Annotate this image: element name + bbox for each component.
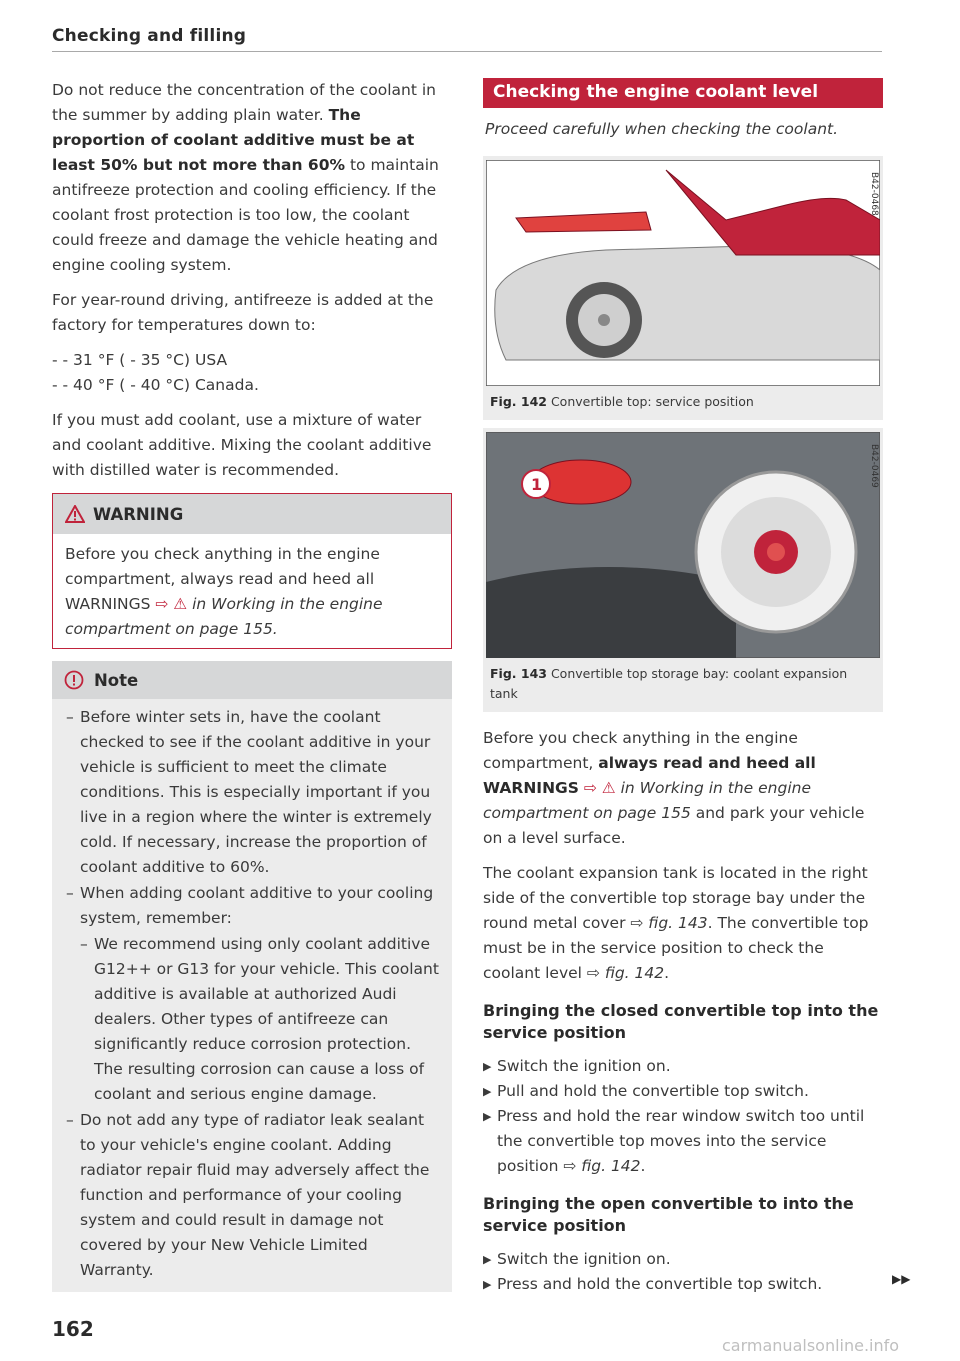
section-intro: Proceed carefully when checking the coolant. (485, 120, 839, 138)
closed-top-heading: Bringing the closed convertible top into the service position (483, 1001, 879, 1042)
fig-142-ref[interactable]: ⇨ fig. 142 (586, 964, 665, 982)
warning-text: Before you check anything in the engine compartment, always read and heed all WARNINGS ⇨ ⚠ in Working in the engine compartment on page 155. (65, 545, 383, 638)
left-column (52, 78, 452, 1292)
right-column (483, 78, 883, 1297)
antifreeze-paragraph: For year-round driving, antifreeze is added at the factory for temperatures down to: (52, 291, 434, 334)
mixture-paragraph: If you must add coolant, use a mixture of water and coolant additive. Mixing the coolant additive with distilled water is recommended. (52, 411, 432, 479)
continue-arrow-icon: ▶▶ (892, 1272, 911, 1286)
figure-143 (483, 428, 883, 712)
figure-142 (483, 156, 883, 420)
note-exclamation-icon (64, 670, 84, 690)
header-title: Checking and filling (52, 26, 247, 46)
convertible-service-position-image (486, 160, 880, 386)
check-warning-paragraph: Before you check anything in the engine compartment, always read and heed all WARNINGS ⇨ ⚠ in Working in the engine compartment on page 155 and park your vehicle on a level surface. (483, 729, 865, 847)
note-header (52, 661, 452, 699)
section-title: Checking the engine coolant level (483, 78, 883, 108)
page-header (52, 26, 882, 52)
page-number: 162 (52, 1317, 94, 1341)
note-item: – When adding coolant additive to your cooling system, remember: (66, 884, 434, 927)
note-subitem: – We recommend using only coolant additive G12++ or G13 for your vehicle. This coolant additive is available at authorized Audi dealers. Other types of antifreeze can significantly reduce corrosion protection. The resulting corrosion can cause a loss of coolant and serious engine damage. (80, 935, 439, 1103)
step-item: ▶ Press and hold the convertible top switch. (483, 1275, 823, 1293)
note-box (52, 661, 452, 1292)
figure-code: B42-0469 (869, 444, 879, 488)
step-item: ▶ Switch the ignition on. (483, 1250, 671, 1268)
warning-ref-arrow[interactable]: ⇨ ⚠ (155, 595, 188, 613)
figure-code: B42-0468 (869, 172, 879, 216)
expansion-tank-paragraph: The coolant expansion tank is located in the right side of the convertible top storage bay under the round metal cover ⇨ fig. 143. The convertible top must be in the service position to check the coolant level ⇨ fig. 142. (483, 864, 869, 982)
coolant-tank-image (486, 432, 880, 658)
fig-143-ref[interactable]: ⇨ fig. 143 (630, 914, 708, 932)
step-item: ▶ Switch the ignition on. (483, 1057, 671, 1075)
temp-canada: - - 40 °F ( - 40 °C) Canada. (52, 376, 259, 394)
step-item: ▶ Pull and hold the convertible top switch. (483, 1082, 809, 1100)
temp-usa: - - 31 °F ( - 35 °C) USA (52, 351, 228, 369)
step-item: ▶ Press and hold the rear window switch too until the convertible top moves into the service position ⇨ fig. 142. (483, 1107, 865, 1175)
warning-box (52, 493, 452, 649)
watermark: carmanualsonline.info (722, 1336, 900, 1355)
coolant-concentration-paragraph: Do not reduce the concentration of the coolant in the summer by adding plain water. The proportion of coolant additive must be at least 50% but not more than 60% to maintain antifreeze protection and cooling efficiency. If the coolant frost protection is too low, the coolant could freeze and damage the vehicle heating and engine cooling system. (52, 81, 439, 274)
note-item: – Do not add any type of radiator leak sealant to your vehicle's engine coolant. Adding radiator repair fluid may adversely affect the function and performance of your cooling system and could result in damage not covered by your New Vehicle Limited Warranty. (66, 1111, 430, 1279)
figure-143-caption: Fig. 143 Convertible top storage bay: coolant expansion tank (490, 666, 848, 701)
note-item: – Before winter sets in, have the coolant checked to see if the coolant additive in your vehicle is sufficient to meet the climate conditions. This is especially important if you live in a region where the winter is extremely cold. If necessary, increase the proportion of coolant additive to 60%. (66, 708, 432, 876)
callout-1: 1 (531, 475, 543, 494)
warning-triangle-icon (65, 505, 85, 523)
warning-header (53, 494, 451, 534)
note-title: Note (94, 670, 139, 690)
warning-ref-arrow[interactable]: ⇨ ⚠ (583, 779, 616, 797)
figure-142-caption: Fig. 142 Convertible top: service position (490, 394, 754, 409)
warning-title: WARNING (93, 504, 184, 524)
fig-142-ref[interactable]: ⇨ fig. 142 (563, 1157, 641, 1175)
open-top-heading: Bringing the open convertible to into the service position (483, 1194, 854, 1235)
